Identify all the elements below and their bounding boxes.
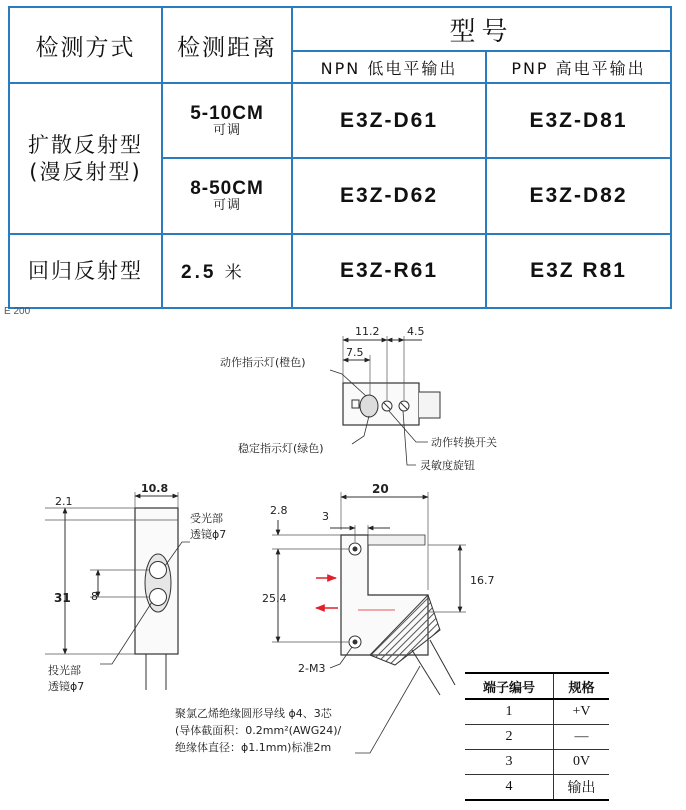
- terminal-row: [465, 750, 609, 775]
- dim-4-5: 4.5: [407, 325, 425, 338]
- label-emitter-line2: 透镜ϕ7: [48, 680, 85, 693]
- header-method: 检测方式: [9, 7, 162, 83]
- cable-note-line3: 绝缘体直径：ϕ1.1mm)标准2m: [175, 741, 332, 754]
- label-receiver-line1: 受光部: [190, 512, 223, 525]
- distance-value: 2.5: [181, 262, 217, 283]
- distance-note: 可调: [212, 198, 241, 213]
- label-mode-switch: 动作转换开关: [431, 436, 497, 449]
- distance-value: 5-10CM: [190, 102, 264, 124]
- label-sensitivity-knob: 灵敏度旋钮: [420, 459, 475, 472]
- dim-3: 3: [322, 510, 329, 523]
- dim-11-2: 11.2: [355, 325, 380, 338]
- model-pnp-d81: E3Z-D81: [486, 83, 671, 158]
- emitter-lens: [150, 589, 167, 606]
- terminal-row: [465, 699, 609, 725]
- terminal-number: 4: [465, 775, 554, 801]
- model-npn-d61: E3Z-D61: [292, 83, 486, 158]
- label-receiver-line2: 透镜ϕ7: [190, 528, 227, 541]
- indicator-lens: [360, 395, 378, 417]
- distance-note: 可调: [212, 122, 241, 138]
- method-diffuse-line1: 扩散反射型: [28, 132, 143, 157]
- model-npn-d62: E3Z-D62: [292, 158, 486, 234]
- terminal-spec: —: [554, 725, 610, 750]
- terminal-row: [465, 775, 609, 801]
- cable-note-line1: 聚氯乙烯绝缘圆形导线 ϕ4、3芯: [175, 707, 332, 720]
- terminal-spec: 输出: [554, 775, 610, 801]
- terminal-table: [465, 672, 609, 801]
- terminal-number: 1: [465, 699, 554, 725]
- dim-31: 31: [54, 591, 71, 605]
- header-distance: 检测距离: [162, 7, 292, 83]
- header-npn: NPN 低电平输出: [292, 51, 486, 83]
- terminal-header-number: 端子编号: [465, 673, 554, 699]
- method-retro: 回归反射型: [9, 234, 162, 308]
- model-pnp-d82: E3Z-D82: [486, 158, 671, 234]
- distance-unit: 米: [224, 263, 245, 283]
- terminal-number: 3: [465, 750, 554, 775]
- top-view: [220, 325, 497, 472]
- dim-8: 8: [91, 590, 98, 603]
- cable-note-line2: (导体截面积：0.2mm²(AWG24)/: [175, 724, 342, 737]
- dim-25-4: 25.4: [262, 592, 287, 605]
- terminal-row: [465, 725, 609, 750]
- dim-10-8: 10.8: [141, 482, 169, 495]
- dim-2-8: 2.8: [270, 504, 288, 517]
- dim-20: 20: [372, 482, 389, 496]
- header-model: 型号: [292, 7, 671, 51]
- top-cable-stub: [419, 392, 440, 418]
- label-emitter-line1: 投光部: [48, 664, 81, 677]
- model-npn-r61: E3Z-R61: [292, 234, 486, 308]
- receiver-lens: [150, 562, 167, 579]
- side-view: [45, 482, 226, 693]
- terminal-number: 2: [465, 725, 554, 750]
- distance-value: 8-50CM: [190, 178, 264, 199]
- label-mount-holes: 2-M3: [298, 662, 326, 675]
- terminal-spec: +V: [554, 699, 610, 725]
- dim-7-5: 7.5: [346, 346, 364, 359]
- stray-text: E 200: [4, 306, 31, 317]
- dim-16-7: 16.7: [470, 574, 495, 587]
- label-action-indicator: 动作指示灯(橙色): [220, 356, 306, 369]
- label-stable-indicator: 稳定指示灯(绿色): [238, 442, 324, 455]
- model-pnp-r81: E3Z R81: [486, 234, 671, 308]
- dim-2-1: 2.1: [55, 495, 73, 508]
- method-diffuse-line2: (漫反射型): [29, 159, 142, 184]
- header-pnp: PNP 高电平输出: [486, 51, 671, 83]
- terminal-header-spec: 规格: [554, 673, 610, 699]
- terminal-spec: 0V: [554, 750, 610, 775]
